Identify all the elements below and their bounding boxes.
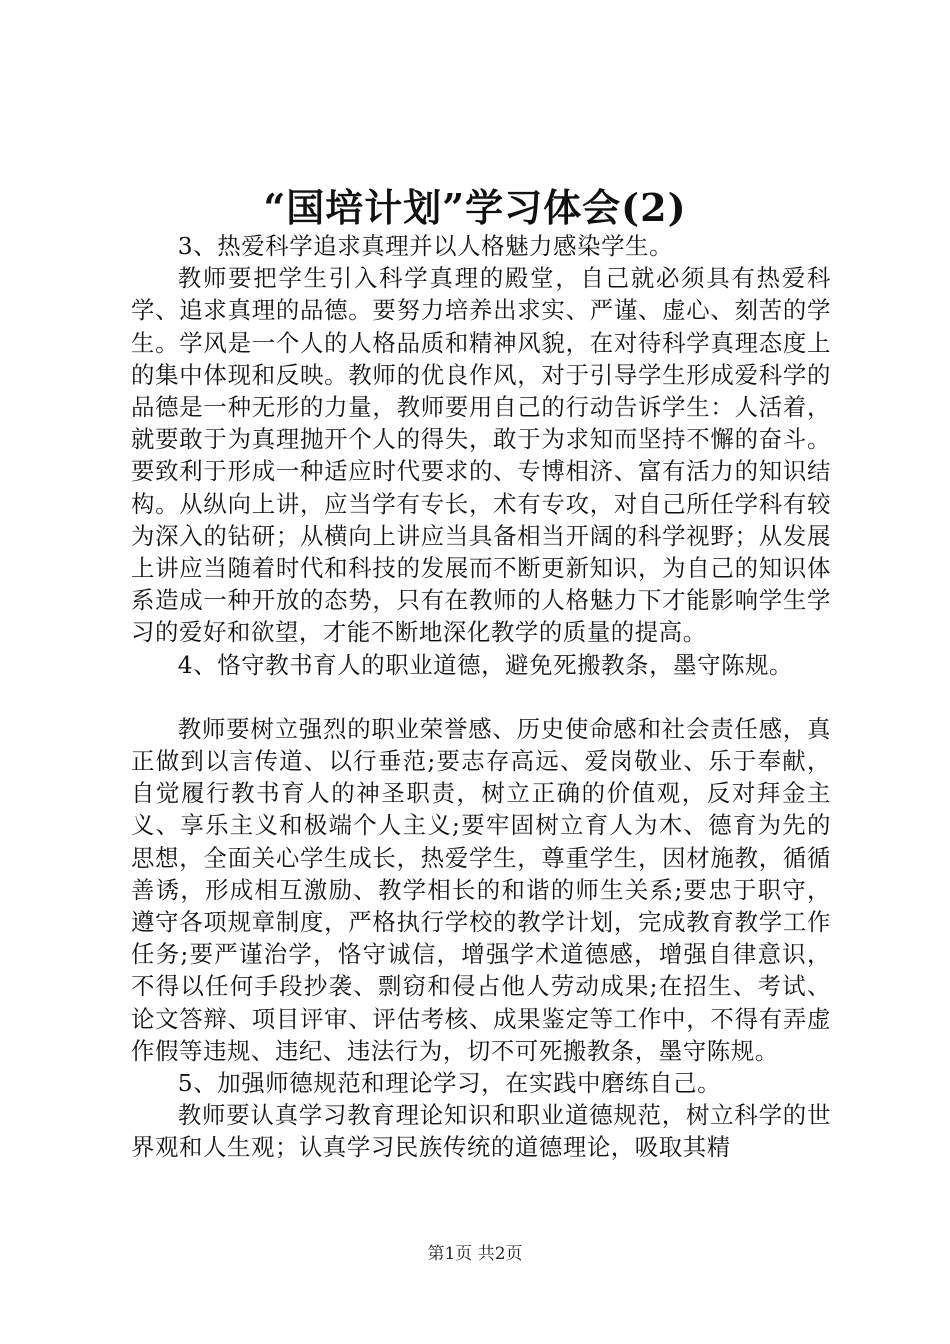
paragraph: 教师要把学生引入科学真理的殿堂，自己就必须具有热爱科学、追求真理的品德。要努力培养出求实、严谨、虚心、刻苦的学生。学风是一个人的人格品质和精神风貌，在对待科学真理态度上的集中体现和反映。教师的优良作风，对于引导学生形成爱科学的品德是一种无形的力量，教师要用自己的行动告诉学生：人活着，就要敢于为真理抛开个人的得失，敢于为求知而坚持不懈的奋斗。要致利于形成一种适应时代要求的、专博相济、富有活力的知识结构。从纵向上讲，应当学有专长，术有专攻，对自己所任学科有较为深入的钻研；从横向上讲应当具备相当开阔的科学视野；从发展上讲应当随着时代和科技的发展而不断更新知识，为自己的知识体系造成一种开放的态势，只有在教师的人格魅力下才能影响学生学习的爱好和欲望，才能不断地深化教学的质量的提高。 xyxy=(131,264,831,647)
document-body xyxy=(131,230,831,1164)
page-number-footer: 第1页 共2页 xyxy=(427,1244,523,1264)
section-heading-4: 4、恪守教书育人的职业道德，避免死搬教条，墨守陈规。 xyxy=(177,650,794,679)
document-title: “国培计划”学习体会(2) xyxy=(263,185,687,230)
paragraph: 教师要认真学习教育理论知识和职业道德规范，树立科学的世界观和人生观；认真学习民族传统的道德理论，吸取其精 xyxy=(131,1101,831,1162)
section-heading-5: 5、加强师德规范和理论学习，在实践中磨练自己。 xyxy=(177,1069,722,1098)
section-heading-3: 3、热爱科学追求真理并以人格魅力感染学生。 xyxy=(177,232,674,260)
paragraph: 教师要树立强烈的职业荣誉感、历史使命感和社会责任感，真正做到以言传道、以行垂范;要志存高远、爱岗敬业、乐于奉献，自觉履行教书育人的神圣职责，树立正确的价值观，反对拜金主义、享乐主义和极端个人主义;要牢固树立育人为木、德育为先的思想，全面关心学生成长，热爱学生，尊重学生，因材施教，循循善诱，形成相互激励、教学相长的和谐的师生关系;要忠于职守，遵守各项规章制度，严格执行学校的教学计划，完成教育教学工作任务;要严谨治学，恪守诚信，增强学术道德感，增强自律意识，不得以任何手段抄袭、剽窃和侵占他人劳动成果;在招生、考试、论文答辩、项目评审、评估考核、成果鉴定等工作中，不得有弄虚作假等违规、违纪、违法行为，切不可死搬教条，墨守陈规。 xyxy=(131,714,831,1065)
